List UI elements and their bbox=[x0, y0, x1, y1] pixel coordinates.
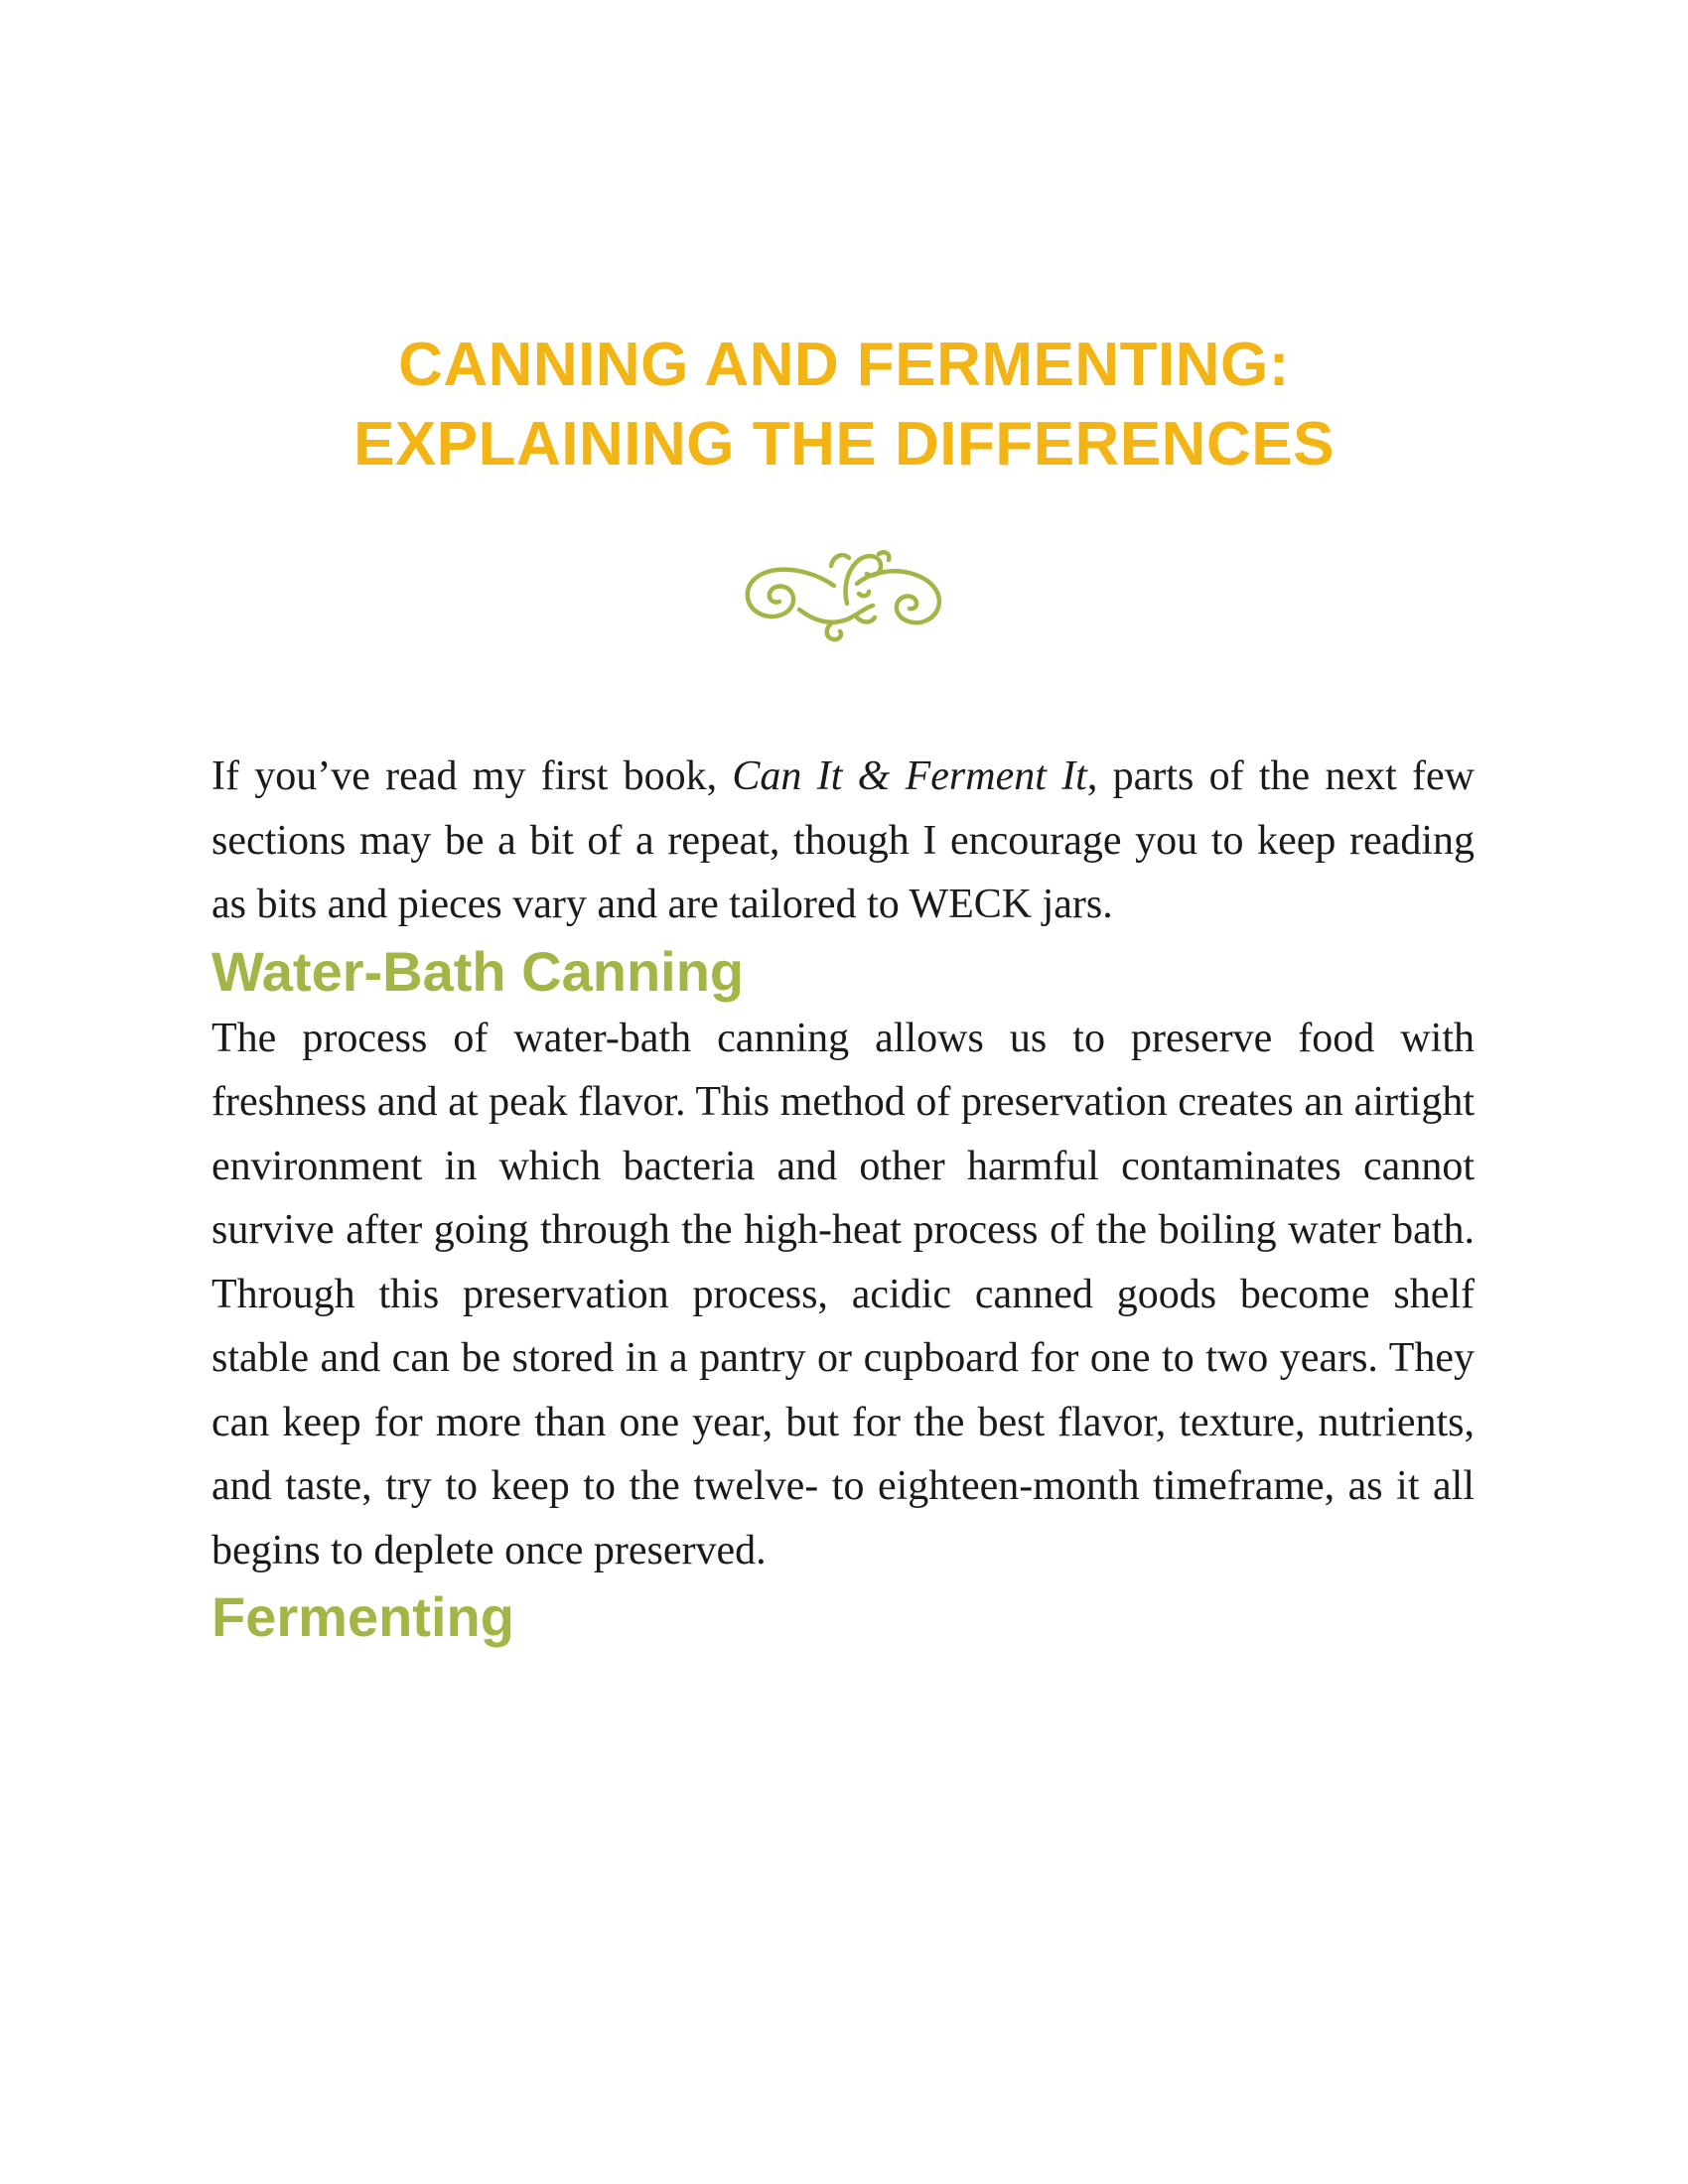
book-title: Can It & Ferment It bbox=[732, 753, 1087, 799]
intro-text-part-1: If you’ve read my first book, bbox=[211, 753, 733, 799]
section-heading-water-bath-canning: Water-Bath Canning bbox=[211, 939, 745, 1003]
page-content bbox=[211, 745, 1475, 1652]
water-bath-canning-paragraph: The process of water-bath canning allows us to preserve food with freshness and at peak flavor. This method of preservation creates an airtight environment in which bacteria and other harmful contaminates cannot survive after going through the high-heat process of the boiling water bath. Through this preservation process, acidic canned goods become shelf stable and can be stored in a pantry or cupboard for one to two years. They can keep for more than one year, but for the best flavor, texture, nutrients, and taste, try to keep to the twelve- to eighteen-month timeframe, as it all begins to deplete once preserved. bbox=[211, 1015, 1475, 1573]
chapter-title bbox=[179, 326, 1509, 484]
chapter-title-line-2: EXPLAINING THE DIFFERENCES bbox=[353, 410, 1335, 478]
section-heading-fermenting: Fermenting bbox=[211, 1585, 514, 1648]
intro-text-part-2: , parts of the next few sections may be a bit of a repeat, though I encourage you to keep reading as bits and pieces vary and are tailored to WECK jars. bbox=[211, 753, 1475, 927]
intro-paragraph bbox=[211, 745, 1475, 937]
chapter-title-line-1: CANNING AND FERMENTING: bbox=[398, 331, 1290, 399]
flourish-ornament-icon bbox=[740, 544, 948, 643]
